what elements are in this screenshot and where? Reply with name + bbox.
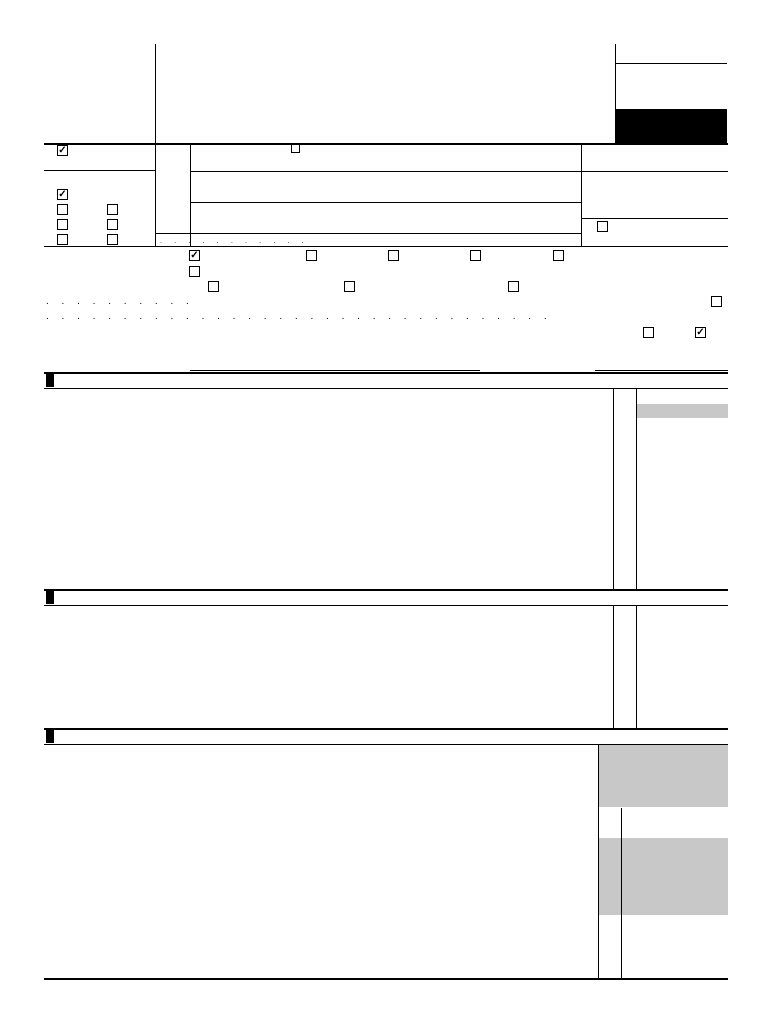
name-changed-checkbox[interactable] [291, 144, 300, 153]
part1-label [46, 373, 54, 387]
6417-entity-checkbox[interactable] [189, 266, 200, 277]
401a-trust-checkbox[interactable] [388, 250, 399, 261]
c-label: . . . . . . . . . . . [160, 236, 309, 245]
address-changed-checkbox[interactable]: ✓ [58, 145, 67, 156]
529a-checkbox[interactable] [57, 234, 68, 245]
refund-2439-checkbox[interactable] [344, 281, 355, 292]
408a-checkbox[interactable] [57, 219, 68, 230]
k-no-checkbox[interactable]: ✓ [696, 327, 705, 338]
220e-checkbox[interactable] [107, 204, 118, 215]
open-inspection-badge [616, 109, 727, 143]
credit-8941-checkbox[interactable] [208, 281, 219, 292]
501c-corp-checkbox[interactable]: ✓ [190, 250, 199, 261]
501c-trust-checkbox[interactable] [306, 250, 317, 261]
elective-payment-checkbox[interactable] [508, 281, 519, 292]
part3-label [46, 729, 54, 743]
consolidated-return-checkbox[interactable] [711, 296, 722, 307]
state-college-checkbox[interactable] [553, 250, 564, 261]
j-text: . . . . . . . . . . . . . . . . . . . . . . . . . . . . . . . . . [46, 311, 552, 322]
amended-return-checkbox[interactable] [597, 221, 608, 232]
k-yes-checkbox[interactable] [643, 327, 654, 338]
408e-checkbox[interactable] [57, 204, 68, 215]
529A-checkbox[interactable] [107, 234, 118, 245]
501c-checkbox[interactable]: ✓ [58, 189, 67, 200]
other-trust-checkbox[interactable] [470, 250, 481, 261]
530a-checkbox[interactable] [107, 219, 118, 230]
i-text: . . . . . . . . . . [46, 296, 194, 307]
part2-label [46, 590, 54, 604]
